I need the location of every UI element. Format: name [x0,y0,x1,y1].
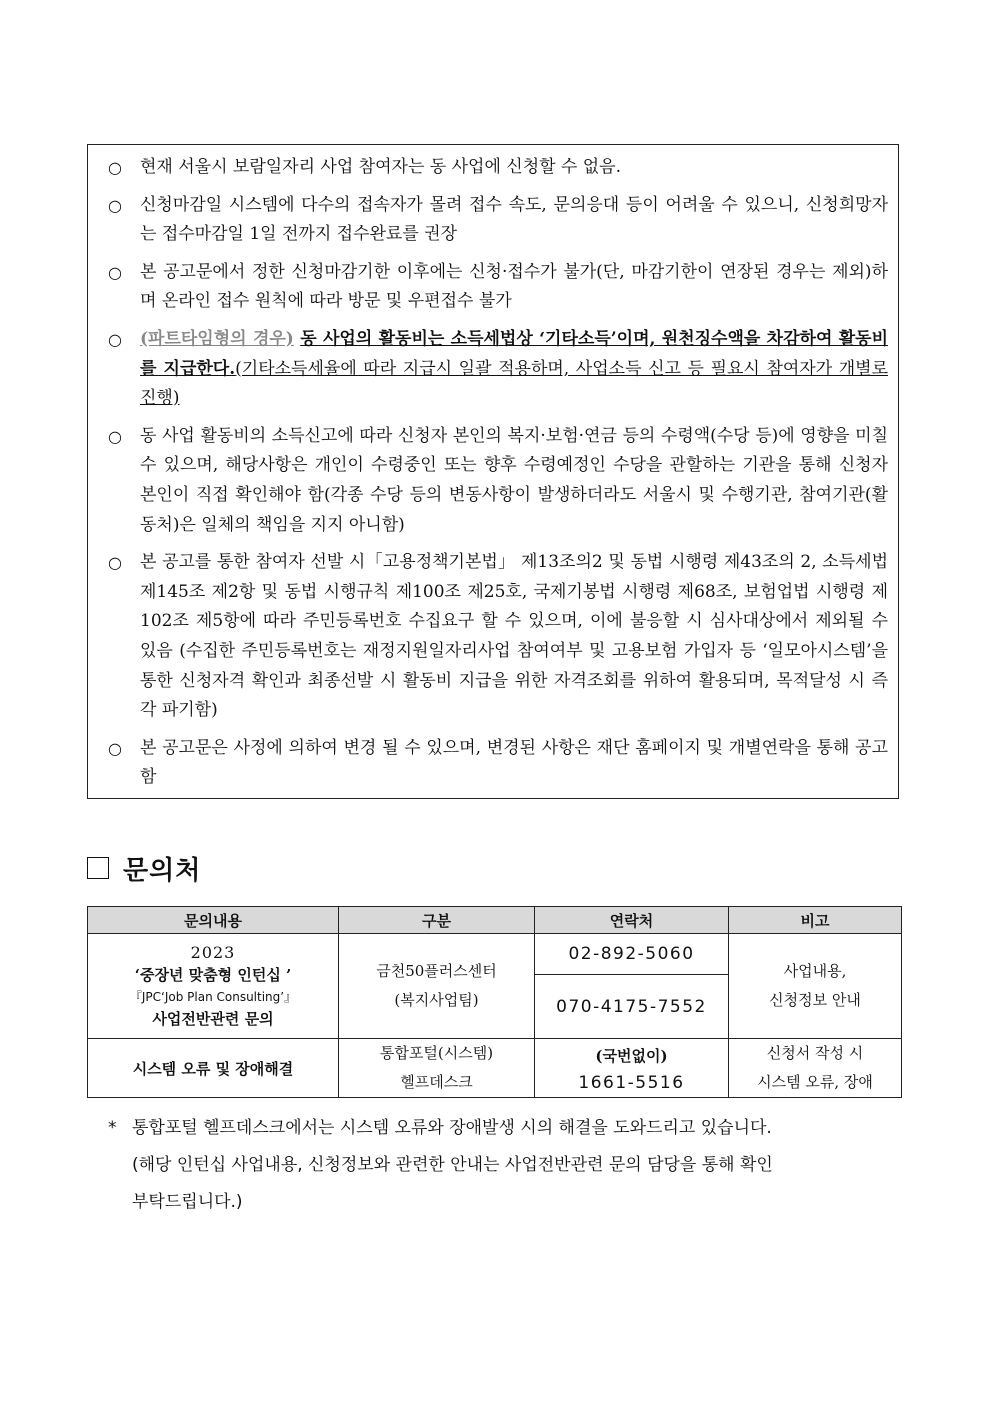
phone-cell [535,975,729,1039]
notice-item [106,548,888,726]
table-row [88,934,902,975]
notice-text: 현재 서울시 보람일자리 사업 참여자는 동 사업에 신청할 수 없음. [140,157,622,177]
inquiry-topic: 사업전반관련 문의 [152,1010,274,1028]
phone-label: (국번없이) [595,1046,668,1065]
notice-suffix: (기타소득세율에 따라 지급시 일괄 적용하며, 사업소득 신고 등 필요시 참여자가 개별로 진행) [140,358,889,409]
circle-bullet-icon: ○ [108,738,122,758]
notice-text: 본 공고를 통한 참여자 선발 시「고용정책기본법」 제13조의2 및 동법 시행령 제43조의 2, 소득세법 제145조 제2항 및 동법 시행규칙 제100조 제25호, 국제기봉법 시행령 제68조, 보험업법 시행령 제102조 제5항에 따라 주민등록번호 수집요구 할 수 있으며, 이에 불응할 시 심사대상에서 제외될 수 있음 (수집한 주민등록번호는 재정지원일자리사업 참여여부 및 고용보험 가입자 등 ‘일모아시스템’을 통한 신청자격 확인과 최종선발 시 활동비 지급을 위한 자격조회를 위하여 활용되며, 목적달성 시 즉각 파기함) [140,552,888,721]
notice-text: 동 사업 활동비의 소득신고에 따라 신청자 본인의 복지·보험·연금 등의 수령액(수당 등)에 영향을 미칠 수 있으며, 해당사항은 개인이 수령중인 또는 향후 수령예정인 수당을 관할하는 기관을 통해 신청자 본인이 직접 확인해야 함(각종 수당 등의 변동사항이 발생하더라도 서울시 및 수행기관, 참여기관(활동처)은 일체의 책임을 지지 아니함) [140,425,888,535]
footnote-line: 부탁드립니다.) [132,1192,243,1212]
notice-box [87,144,899,799]
note-line: 사업내용, [783,962,847,980]
header-inquiry: 문의내용 [88,907,339,934]
inquiry-topic: 시스템 오류 및 장애해결 [132,1059,294,1078]
footnote [108,1110,908,1221]
notice-item [106,153,888,183]
program-name: ‘중장년 맞춤형 인턴십 ’ [134,966,292,984]
note-line: 시스템 오류, 장애 [757,1073,873,1091]
inquiry-cell [88,1039,339,1098]
notice-item [106,191,888,250]
circle-bullet-icon: ○ [108,553,122,573]
footnote-line: 통합포털 헬프데스크에서는 시스템 오류와 장애발생 시의 해결을 도와드리고 있습니다. [132,1118,772,1138]
notice-text: 본 공고문은 사정에 의하여 변경 될 수 있으며, 변경된 사항은 재단 홈페이지 및 개별연락을 통해 공고함 [140,737,888,788]
notice-text: 본 공고문에서 정한 신청마감기한 이후에는 신청·접수가 불가(단, 마감기한이 연장된 경우는 제외)하며 온라인 접수 원칙에 따라 방문 및 우편접수 불가 [140,261,888,312]
table-header-row [88,907,902,934]
circle-bullet-icon: ○ [108,195,122,215]
circle-bullet-icon: ○ [108,329,122,349]
note-cell [729,934,902,1039]
section-title: 문의처 [123,855,202,886]
contact-table [87,906,902,1098]
notice-text: 신청마감일 시스템에 다수의 접속자가 몰려 접수 속도, 문의응대 등이 어려울 수 있으니, 신청희망자는 접수마감일 1일 전까지 접수완료를 권장 [140,194,888,245]
notice-item [106,734,888,793]
phone-number[interactable]: 02-892-5060 [568,944,695,965]
note-line: 신청서 작성 시 [766,1044,864,1062]
notice-list [106,153,888,801]
notice-prefix: (파트타임형의 경우) [140,328,294,349]
notice-item [106,422,888,540]
contact-section-heading [87,850,201,886]
division-cell [339,934,535,1039]
division-name: 통합포털(시스템) [379,1044,494,1062]
inquiry-cell [88,934,339,1039]
phone-number[interactable]: 070-4175-7552 [556,996,707,1017]
program-year: 2023 [190,943,236,962]
notice-item [106,258,888,317]
header-contact: 연락처 [535,907,729,934]
header-division: 구분 [339,907,535,934]
note-line: 신청정보 안내 [769,991,861,1009]
phone-cell [535,934,729,975]
circle-bullet-icon: ○ [108,158,122,177]
phone-cell [535,1039,729,1098]
circle-bullet-icon: ○ [108,426,122,446]
division-cell [339,1039,535,1098]
division-name: 금천50플러스센터 [376,962,497,980]
header-note: 비고 [729,907,902,934]
phone-number[interactable]: 1661-5516 [578,1072,685,1093]
asterisk-icon: * [108,1118,117,1138]
division-team: 헬프데스크 [400,1073,473,1091]
table-row [88,1039,902,1098]
project-name: 『JPC‘Job Plan Consulting’』 [129,990,297,1004]
notice-item-emphasis [106,325,888,414]
notice-emphasis: 동 사업의 활동비는 소득세법상 ‘기타소득’이며, 원천징수액을 차감하여 활동비를 지급한다. [140,328,889,379]
division-team: (복지사업팀) [394,991,479,1009]
square-icon [87,857,109,879]
footnote-line: (해당 인턴십 사업내용, 신청정보와 관련한 안내는 사업전반관련 문의 담당을 통해 확인 [132,1155,773,1175]
circle-bullet-icon: ○ [108,262,122,282]
note-cell [729,1039,902,1098]
